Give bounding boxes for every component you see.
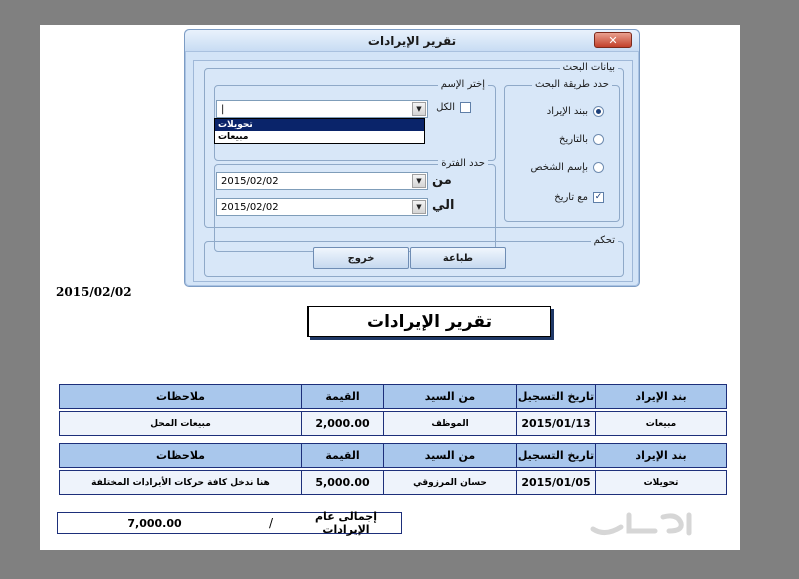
checkmark-icon[interactable]: ✓ bbox=[594, 192, 603, 202]
radio-icon[interactable] bbox=[593, 162, 604, 173]
cell-record-date: 2015/01/05 bbox=[516, 470, 596, 495]
control-legend: تحكم bbox=[591, 235, 618, 247]
header-record-date: تاريخ التسجيل bbox=[516, 384, 596, 409]
radio-icon[interactable] bbox=[593, 134, 604, 145]
header-amount: القيمة bbox=[301, 384, 384, 409]
all-checkbox[interactable]: الكل bbox=[436, 102, 471, 113]
close-icon: ✕ bbox=[608, 33, 618, 47]
header-from-person: من السيد bbox=[383, 443, 517, 468]
report-title: تقرير الإيرادات bbox=[307, 306, 551, 337]
print-button[interactable]: طباعة bbox=[410, 247, 506, 269]
search-data-legend: بيانات البحث bbox=[560, 62, 618, 74]
cell-notes: مبيعات المحل bbox=[59, 411, 302, 436]
cell-from-person: حسان المرزوقي bbox=[383, 470, 517, 495]
choose-name-legend: إختر الإسم bbox=[438, 79, 488, 91]
cell-notes: هنا ندخل كافة حركات الأيرادات المختلفة bbox=[59, 470, 302, 495]
cell-amount: 2,000.00 bbox=[301, 411, 384, 436]
dialog-title: تقرير الإيرادات bbox=[367, 34, 457, 48]
radio-by-revenue-item[interactable]: ببند الإيراد bbox=[547, 106, 604, 117]
grand-total-box bbox=[57, 512, 402, 534]
dropdown-item-sales[interactable]: مبيعات bbox=[218, 132, 249, 142]
cell-from-person: الموظف bbox=[383, 411, 517, 436]
to-label: الي bbox=[432, 198, 455, 213]
from-date-field[interactable]: 2015/02/02 ▼ bbox=[216, 172, 428, 190]
grand-total-separator: / bbox=[268, 516, 274, 530]
name-combo[interactable] bbox=[216, 100, 428, 118]
cell-amount: 5,000.00 bbox=[301, 470, 384, 495]
header-from-person: من السيد bbox=[383, 384, 517, 409]
dialog-titlebar bbox=[185, 30, 639, 52]
exit-button[interactable]: خروج bbox=[313, 247, 409, 269]
checkbox-icon[interactable] bbox=[460, 102, 471, 113]
radio-by-date[interactable]: بالتاريخ bbox=[559, 134, 604, 145]
radio-by-person-name[interactable]: بإسم الشخص bbox=[531, 162, 605, 173]
to-date-field[interactable]: 2015/02/02 ▼ bbox=[216, 198, 428, 216]
dialog-body bbox=[193, 60, 633, 282]
header-notes: ملاحظات bbox=[59, 443, 302, 468]
close-button[interactable] bbox=[594, 32, 632, 48]
radio-icon[interactable] bbox=[593, 106, 604, 117]
header-revenue-item: بند الإيراد bbox=[595, 443, 727, 468]
report-date: 2015/02/02 bbox=[56, 285, 132, 299]
chevron-down-icon[interactable]: ▼ bbox=[412, 174, 426, 188]
name-dropdown-list[interactable] bbox=[214, 118, 425, 144]
grand-total-label: إجمالى عام الإيرادات bbox=[315, 510, 377, 536]
period-legend: حدد الفترة bbox=[438, 158, 488, 170]
search-method-legend: حدد طريقة البحث bbox=[532, 79, 612, 91]
chevron-down-icon[interactable]: ▼ bbox=[412, 102, 426, 116]
table-header-row bbox=[57, 443, 727, 468]
header-revenue-item: بند الإيراد bbox=[595, 384, 727, 409]
cell-revenue-item: مبيعات bbox=[595, 411, 727, 436]
cell-record-date: 2015/01/13 bbox=[516, 411, 596, 436]
revenue-report-dialog bbox=[184, 29, 640, 287]
cell-revenue-item: تحويلات bbox=[595, 470, 727, 495]
from-label: من bbox=[432, 173, 452, 188]
table-row bbox=[57, 470, 727, 495]
with-date-checkbox[interactable]: ✓ مع تاريخ bbox=[554, 192, 603, 203]
name-combo-value: | bbox=[221, 104, 225, 115]
table-row bbox=[57, 411, 727, 436]
grand-total-value: 7,000.00 bbox=[127, 516, 182, 530]
header-amount: القيمة bbox=[301, 443, 384, 468]
watermark-logo-icon bbox=[585, 503, 705, 543]
dropdown-item-transfers[interactable]: تحويلات bbox=[215, 119, 424, 131]
header-notes: ملاحظات bbox=[59, 384, 302, 409]
table-header-row bbox=[57, 384, 727, 409]
header-record-date: تاريخ التسجيل bbox=[516, 443, 596, 468]
chevron-down-icon[interactable]: ▼ bbox=[412, 200, 426, 214]
